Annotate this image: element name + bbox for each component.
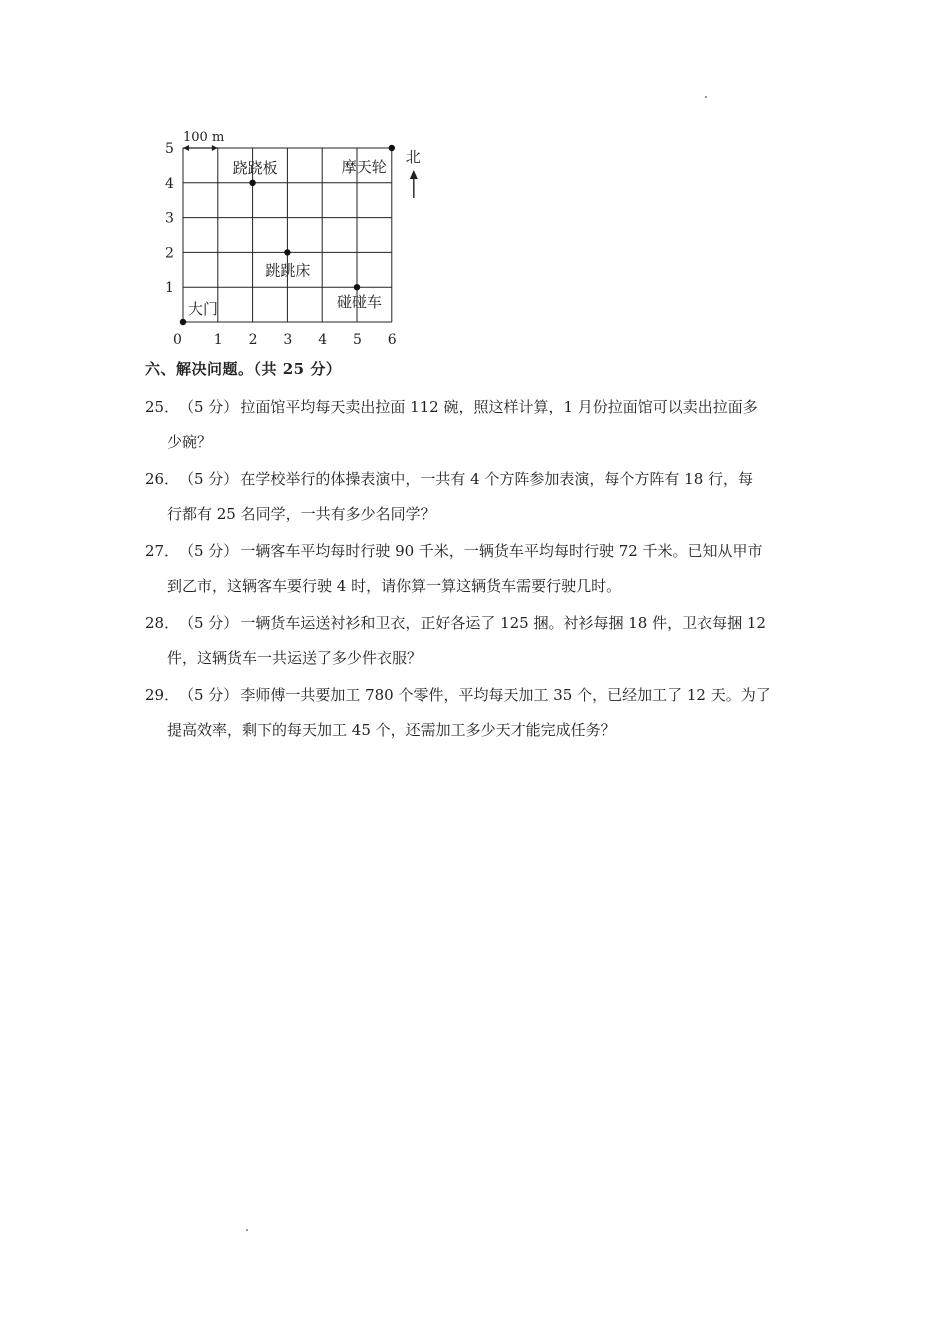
scale-arrow-right-icon xyxy=(212,145,218,151)
question-text: 在学校举行的体操表演中，一共有 4 个方阵参加表演，每个方阵有 18 行，每 xyxy=(240,470,754,488)
y-tick-label: 3 xyxy=(165,210,174,227)
x-axis-ticks xyxy=(173,332,397,348)
place-point xyxy=(249,180,255,186)
question-score: （5 分） xyxy=(179,614,239,632)
coordinate-grid xyxy=(150,110,450,355)
y-tick-label: 2 xyxy=(165,245,174,262)
place-label: 跷跷板 xyxy=(232,158,278,177)
question-number: 26． xyxy=(145,470,180,488)
question-score: （5 分） xyxy=(179,686,239,704)
section-title: 六、解决问题。（共 25 分） xyxy=(145,360,342,378)
place-point xyxy=(389,145,395,151)
place-label: 大门 xyxy=(188,300,219,318)
question-text: 李师傅一共要加工 780 个零件，平均每天加工 35 个，已经加工了 12 天。为了 xyxy=(240,686,771,704)
y-tick-label: 5 xyxy=(165,141,174,157)
x-tick-label: 5 xyxy=(353,332,362,348)
question-number: 27． xyxy=(145,542,180,560)
question-number: 29． xyxy=(145,686,180,704)
north-label: 北 xyxy=(405,148,421,166)
question-text-continued: 件，这辆货车一共运送了多少件衣服？ xyxy=(167,649,423,667)
place-label: 跳跳床 xyxy=(265,261,311,280)
question-27 xyxy=(145,534,815,604)
place-point xyxy=(284,249,290,255)
scan-speck xyxy=(705,96,707,98)
question-number: 25． xyxy=(145,398,180,416)
question-text-continued: 行都有 25 名同学，一共有多少名同学？ xyxy=(167,505,436,523)
question-29 xyxy=(145,678,815,748)
scan-speck xyxy=(246,1229,248,1231)
question-score: （5 分） xyxy=(179,542,239,560)
y-tick-label: 4 xyxy=(165,175,174,192)
x-tick-label: 6 xyxy=(387,332,397,348)
question-text-continued: 少碗？ xyxy=(167,433,213,451)
x-tick-label: 2 xyxy=(248,332,258,348)
place-label: 摩天轮 xyxy=(341,158,387,176)
question-score: （5 分） xyxy=(179,398,239,416)
y-axis-ticks xyxy=(165,141,174,296)
question-26 xyxy=(145,462,815,532)
north-indicator xyxy=(406,148,421,198)
place-point xyxy=(354,284,360,290)
x-tick-label: 3 xyxy=(283,332,293,348)
x-tick-label: 1 xyxy=(213,332,223,348)
y-tick-label: 1 xyxy=(165,280,174,297)
question-text: 一辆客车平均每时行驶 90 千米，一辆货车平均每时行驶 72 千米。已知从甲市 xyxy=(240,542,763,560)
x-tick-label: 4 xyxy=(318,332,328,348)
question-text-continued: 提高效率，剩下的每天加工 45 个，还需加工多少天才能完成任务？ xyxy=(167,721,616,739)
park-map-figure xyxy=(150,110,450,355)
scale-label: 100 m xyxy=(183,130,225,145)
question-text-continued: 到乙市，这辆客车要行驶 4 时，请你算一算这辆货车需要行驶几时。 xyxy=(167,577,622,595)
question-text: 拉面馆平均每天卖出拉面 112 碗，照这样计算，1 月份拉面馆可以卖出拉面多 xyxy=(240,398,758,416)
place-point xyxy=(180,319,186,325)
place-label: 碰碰车 xyxy=(337,293,383,312)
question-28 xyxy=(145,606,815,676)
x-tick-label: 0 xyxy=(173,332,182,348)
question-number: 28． xyxy=(145,614,180,632)
question-score: （5 分） xyxy=(179,470,239,488)
question-list xyxy=(145,390,815,750)
scale-arrow-left-icon xyxy=(183,145,189,151)
north-arrow-icon xyxy=(410,170,418,179)
question-text: 一辆货车运送衬衫和卫衣，正好各运了 125 捆。衬衫每捆 18 件，卫衣每捆 12 xyxy=(240,614,766,632)
question-25 xyxy=(145,390,815,460)
